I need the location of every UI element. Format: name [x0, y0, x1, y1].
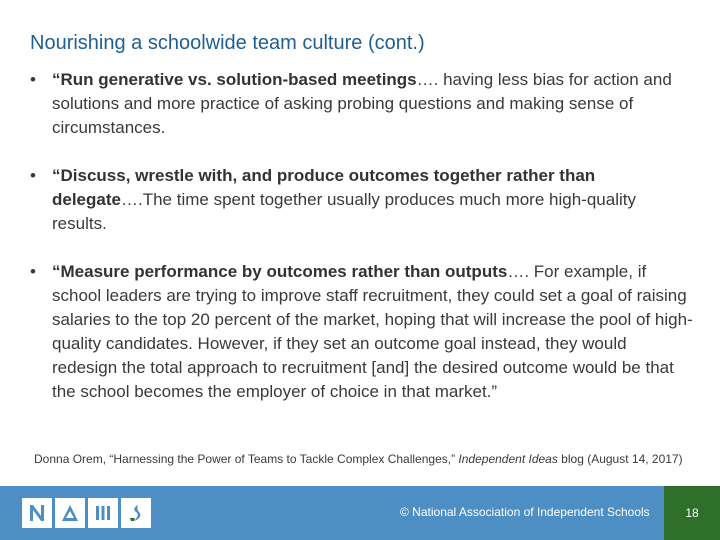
bullet-heading: “Discuss, wrestle with, and produce outcomes together rather than delegate — [52, 166, 596, 209]
bullet-item — [30, 68, 694, 140]
citation-publication: Independent Ideas — [458, 452, 558, 466]
triangle-icon — [55, 498, 85, 528]
bullet-dot: • — [30, 70, 36, 89]
page-number-box — [664, 486, 720, 540]
copyright-text: © National Association of Independent Schools — [400, 505, 650, 519]
bullet-text: …. having less bias for action and solutions and more practice of asking probing questions and making sense of circumstances. — [52, 70, 672, 137]
page-number: 18 — [685, 506, 699, 520]
citation — [34, 451, 694, 468]
bullet-heading: “Run generative vs. solution-based meetings — [52, 70, 417, 89]
letter-n-icon — [22, 498, 52, 528]
bullet-dot: • — [30, 166, 36, 185]
columns-icon — [88, 498, 118, 528]
bullet-heading: “Measure performance by outcomes rather than outputs — [52, 262, 508, 281]
citation-suffix: blog (August 14, 2017) — [557, 452, 683, 466]
bullet-text: …. For example, if school leaders are trying to improve staff recruitment, they could set a goal of raising salaries to the top 20 percent of the market, hoping that will increase the pool of high-quality candidates. However, if they set an outcome goal instead, they would redesign the total approach to recruitment [and] the desired outcome would be that the school becomes the employer of choice in that market.” — [52, 262, 693, 401]
citation-prefix: Donna Orem, “Harnessing the Power of Teams to Tackle Complex Challenges,” — [34, 452, 459, 466]
nais-logo — [22, 498, 151, 528]
bullet-text: ….The time spent together usually produces much more high-quality results. — [52, 190, 636, 233]
bullet-item — [30, 164, 694, 236]
slide-title: Nourishing a schoolwide team culture (cont.) — [30, 32, 425, 54]
bullet-list — [30, 68, 694, 428]
footer-bar — [0, 486, 720, 540]
torch-icon — [121, 498, 151, 528]
bullet-dot: • — [30, 262, 36, 281]
bullet-item — [30, 260, 694, 404]
